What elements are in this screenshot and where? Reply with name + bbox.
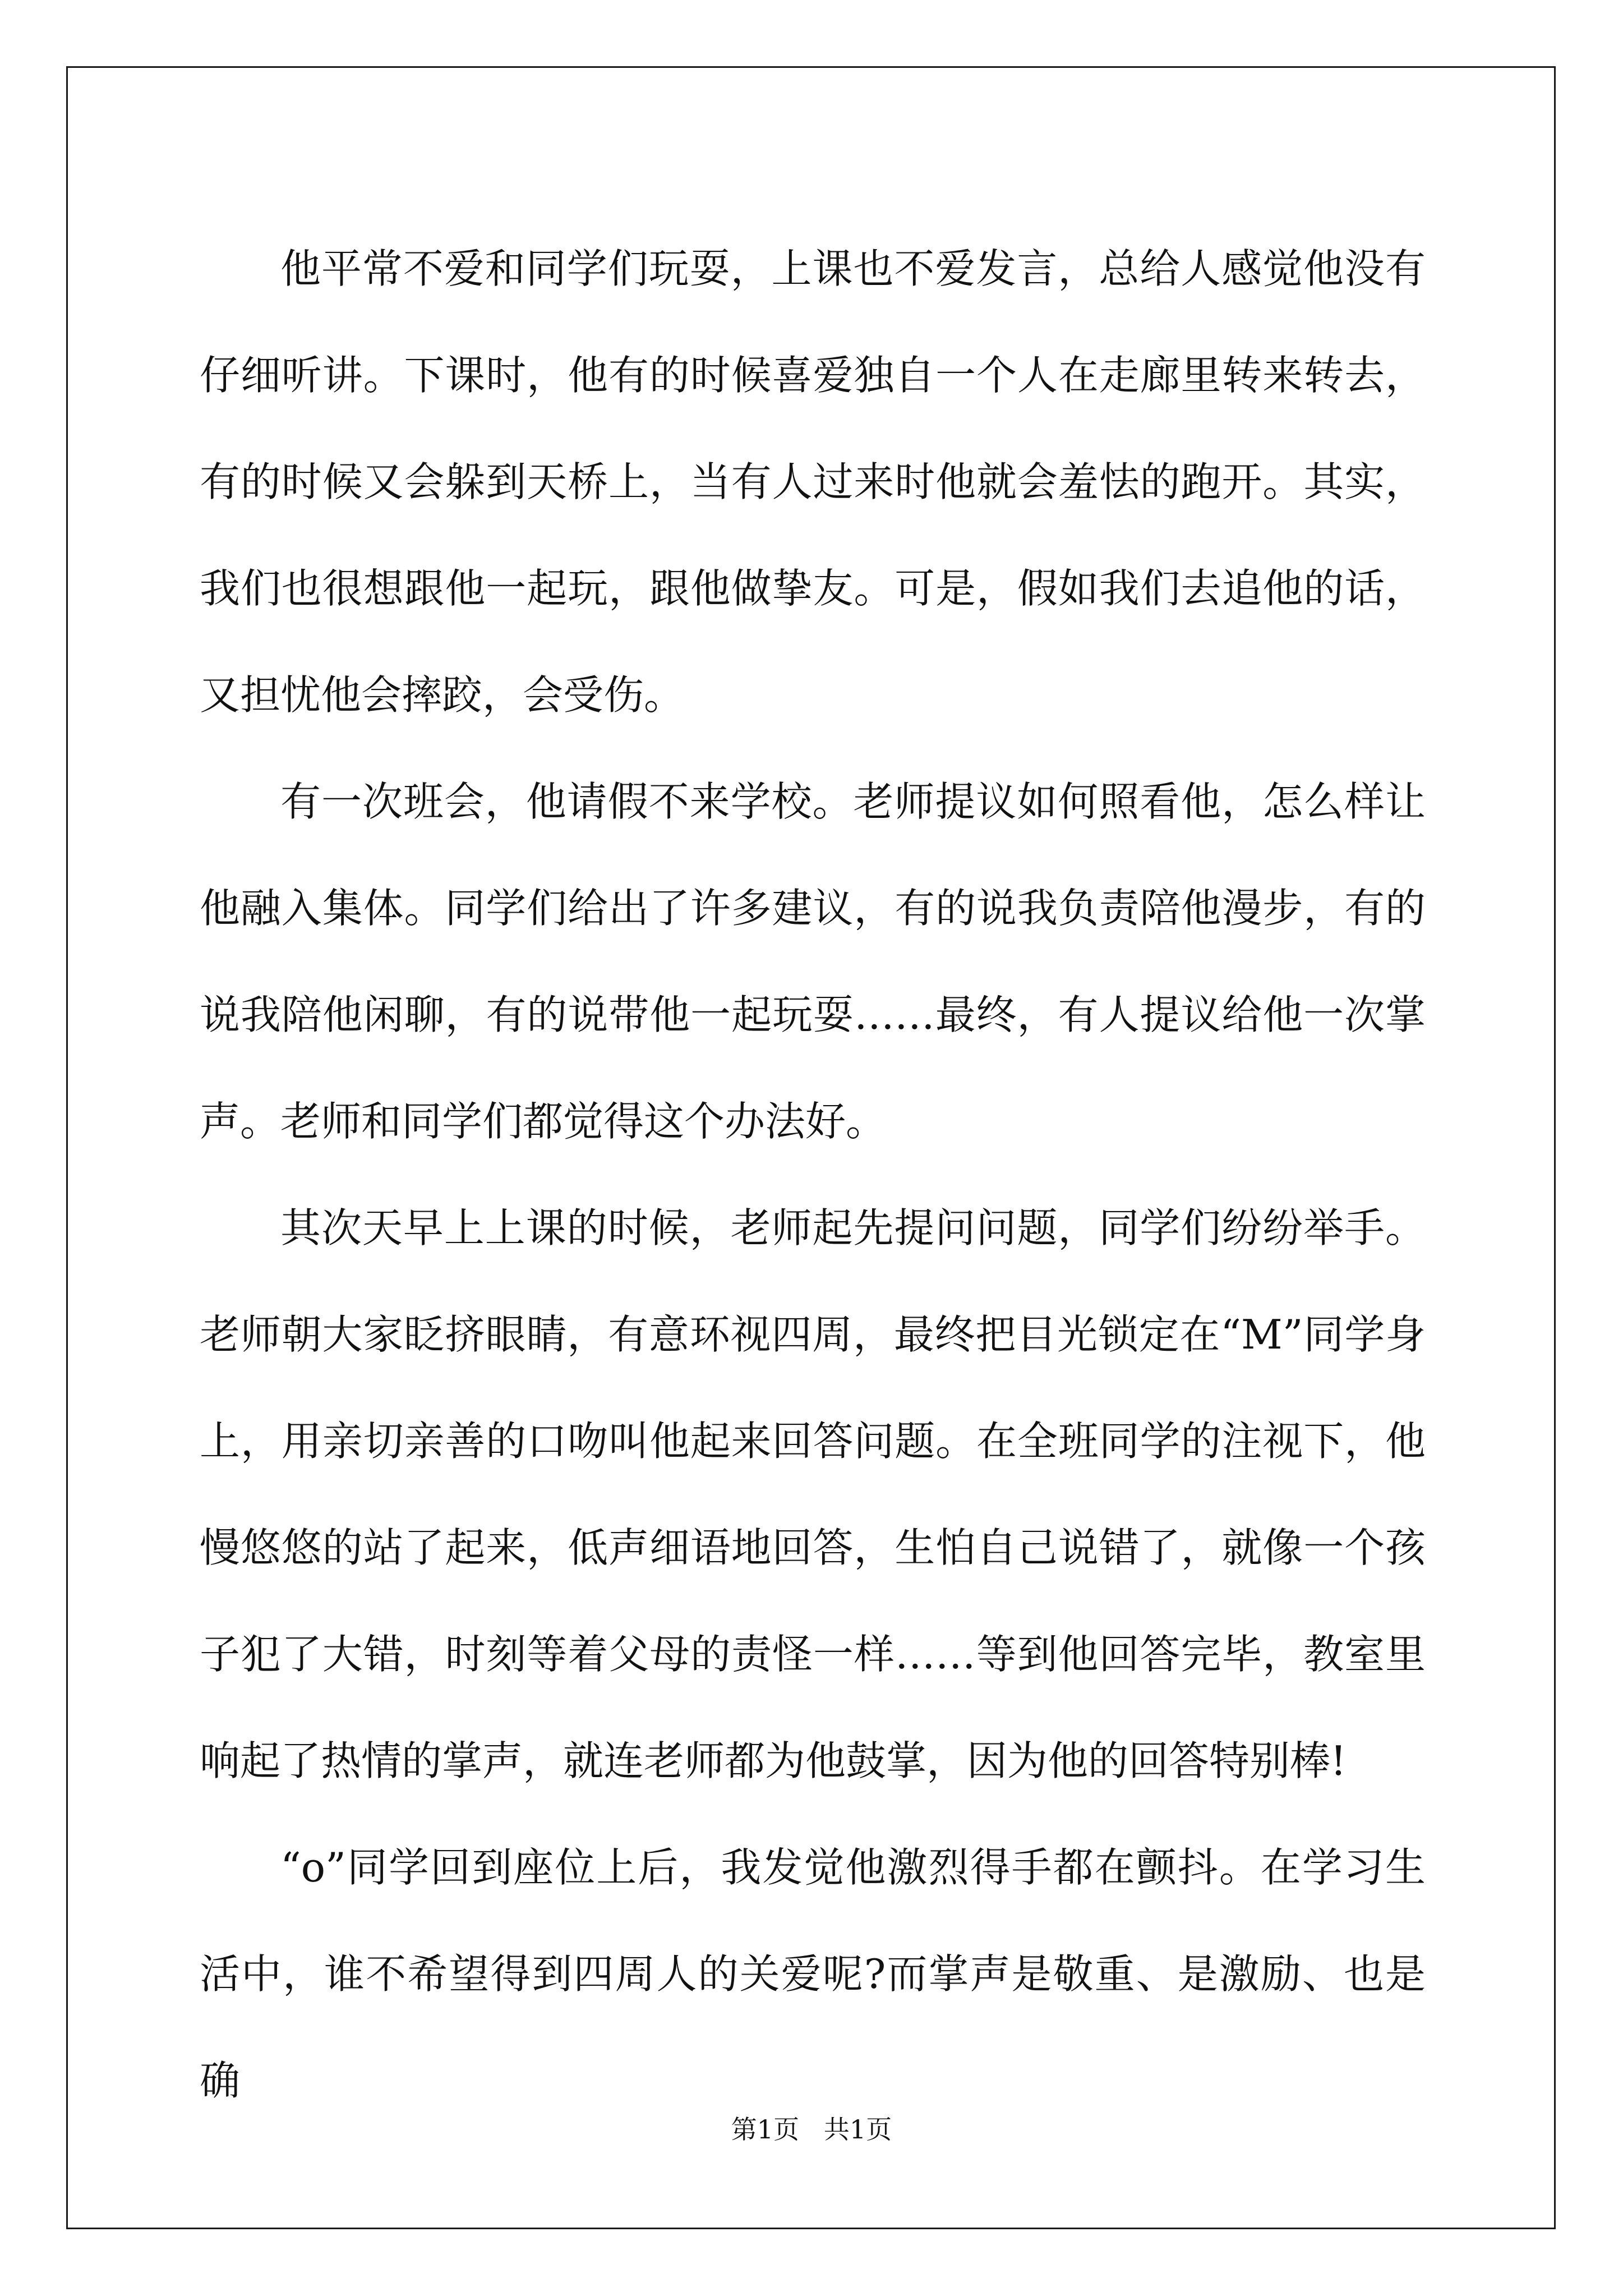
paragraph-4: “o”同学回到座位上后，我发觉他激烈得手都在颤抖。在学习生活中，谁不希望得到四周人的关爱呢?而掌声是敬重、是激励、也是确 bbox=[200, 1844, 1426, 2104]
paragraph-2: 有一次班会，他请假不来学校。老师提议如何照看他，怎么样让他融入集体。同学们给出了许多建议，有的说我负责陪他漫步，有的说我陪他闲聊，有的说带他一起玩耍……最终，有人提议给他一次掌声。老师和同学们都觉得这个办法好。 bbox=[200, 778, 1426, 1145]
document-body bbox=[200, 215, 1426, 2134]
paragraph-3: 其次天早上上课的时候，老师起先提问问题，同学们纷纷举手。老师朝大家眨挤眼睛，有意环视四周，最终把目光锁定在“M”同学身上，用亲切亲善的口吻叫他起来回答问题。在全班同学的注视下，他慢悠悠的站了起来，低声细语地回答，生怕自己说错了，就像一个孩子犯了大错，时刻等着父母的责怪一样……等到他回答完毕，教室里响起了热情的掌声，就连老师都为他鼓掌，因为他的回答特别棒! bbox=[200, 1204, 1426, 1784]
paragraph-1: 他平常不爱和同学们玩耍，上课也不爱发言，总给人感觉他没有仔细听讲。下课时，他有的时候喜爱独自一个人在走廊里转来转去，有的时候又会躲到天桥上，当有人过来时他就会羞怯的跑开。其实，我们也很想跟他一起玩，跟他做挚友。可是，假如我们去追他的话，又担忧他会摔跤，会受伤。 bbox=[200, 245, 1426, 719]
page-number-footer: 第1页 共1页 bbox=[731, 2114, 892, 2145]
